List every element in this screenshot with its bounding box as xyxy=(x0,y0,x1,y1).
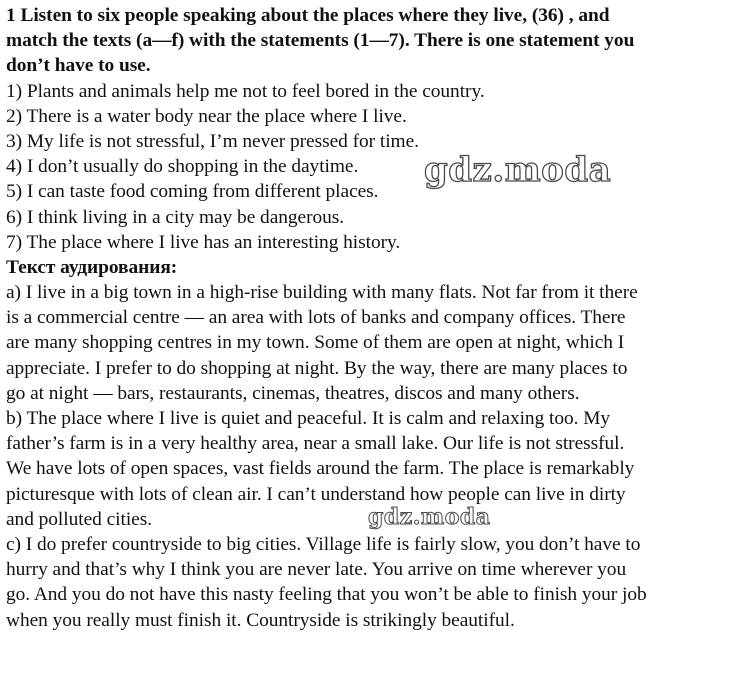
statement-6: 6) I think living in a city may be dangerous. xyxy=(6,206,345,228)
transcript-line: b) The place where I live is quiet and peaceful. It is calm and relaxing too. My xyxy=(6,408,611,429)
transcript-line: a) I live in a big town in a high-rise building with many flats. Not far from it there xyxy=(6,282,638,304)
transcript-line: is a commercial centre — an area with lots of banks and company offices. There xyxy=(6,307,626,329)
statement-1: 1) Plants and animals help me not to feel bored in the country. xyxy=(6,80,485,102)
transcript-line: are many shopping centres in my town. Some of them are open at night, which I xyxy=(6,332,625,354)
watermark: gdz.moda xyxy=(424,150,612,190)
exercise-page xyxy=(6,3,748,633)
transcript-line: appreciate. I prefer to do shopping at night. By the way, there are many places to xyxy=(6,357,628,379)
statement-5: 5) I can taste food coming from different places. xyxy=(6,181,379,203)
transcript-line: We have lots of open spaces, vast fields around the farm. The place is remarkably xyxy=(6,458,635,480)
transcript-line: father’s farm is in a very healthy area, near a small lake. Our life is not stressful. xyxy=(6,433,625,455)
statement-4: 4) I don’t usually do shopping in the daytime. xyxy=(6,156,359,178)
task-heading-line-1: 1 Listen to six people speaking about the places where they live, (36) , and xyxy=(6,5,610,26)
transcript-heading: Текст аудирования: xyxy=(6,256,178,278)
statement-7: 7) The place where I live has an interesting history. xyxy=(6,231,401,253)
transcript-line: picturesque with lots of clean air. I can’t understand how people can live in dirty xyxy=(6,483,626,505)
statement-2: 2) There is a water body near the place where I live. xyxy=(6,105,407,127)
watermark: gdz.moda xyxy=(368,504,491,530)
statement-3: 3) My life is not stressful, I’m never pressed for time. xyxy=(6,130,419,152)
transcript-line: hurry and that’s why I think you are never late. You arrive on time wherever you xyxy=(6,559,627,581)
task-heading-line-3: don’t have to use. xyxy=(6,55,151,77)
transcript-line: and polluted cities. xyxy=(6,508,153,530)
transcript-line: go at night — bars, restaurants, cinemas, theatres, discos and many others. xyxy=(6,382,580,404)
transcript-line: c) I do prefer countryside to big cities. Village life is fairly slow, you don’t have to xyxy=(6,533,641,555)
transcript-line: go. And you do not have this nasty feeling that you won’t be able to finish your job xyxy=(6,584,647,606)
task-heading-line-2: match the texts (a—f) with the statements (1—7). There is one statement you xyxy=(6,30,635,52)
transcript-line: when you really must finish it. Countryside is strikingly beautiful. xyxy=(6,609,515,631)
